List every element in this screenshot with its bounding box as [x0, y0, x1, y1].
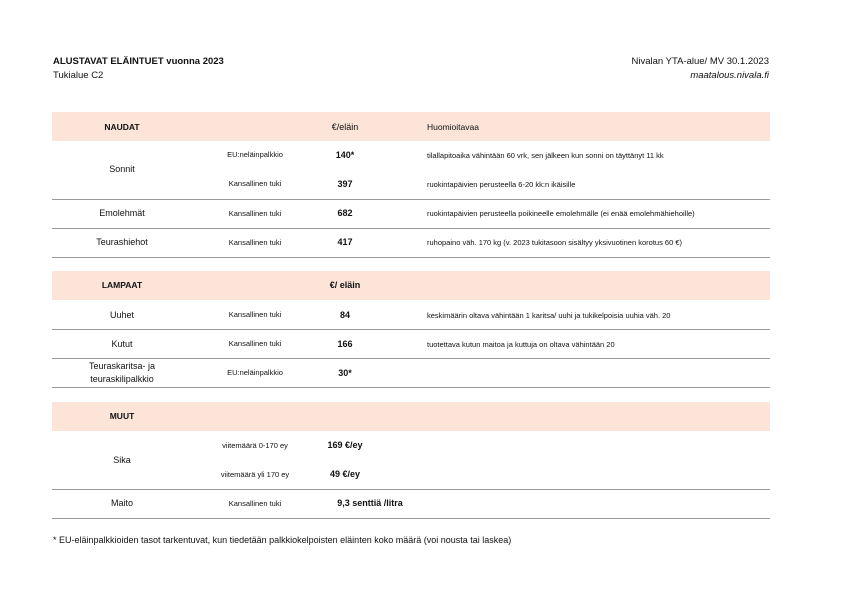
row-animal: Maito	[110, 498, 133, 508]
website-link[interactable]: maatalous.nivala.fi	[690, 70, 769, 81]
row-value: 166	[337, 339, 353, 349]
footnote: * EU-eläinpalkkioiden tasot tarkentuvat, kun tiedetään palkkiokelpoisten eläinten koko määrä (voi nousta tai laskea)	[53, 535, 512, 545]
row-value: 30*	[338, 368, 352, 378]
lampaat-value-header: €/ eläin	[329, 280, 361, 290]
row-support-type: Kansallinen tuki	[228, 238, 282, 247]
row-support-type: viitemäärä 0-170 ey	[222, 441, 288, 450]
row-animal: Uuhet	[109, 310, 135, 320]
document-title: ALUSTAVAT ELÄINTUET vuonna 2023	[53, 56, 224, 67]
document-subtitle: Tukialue C2	[53, 70, 104, 81]
row-support-type: Kansallinen tuki	[228, 339, 282, 348]
row-divider	[52, 329, 770, 330]
row-value: 682	[337, 208, 353, 218]
row-animal: Sonnit	[109, 164, 135, 174]
row-support-type: Kansallinen tuki	[228, 499, 282, 508]
row-note: ruhopaino väh. 170 kg (v. 2023 tukitasoon sisältyy yksivuotinen korotus 60 €)	[427, 238, 683, 247]
naudat-value-header: €/eläin	[331, 122, 359, 132]
row-animal: Kutut	[111, 339, 133, 349]
row-support-type: EU:neläinpalkkio	[227, 150, 283, 159]
row-divider	[52, 199, 770, 200]
row-value: 9,3 senttiä /litra	[337, 498, 403, 508]
row-divider	[52, 257, 770, 258]
row-animal-line2: teuraskilipalkkio	[90, 374, 154, 384]
row-support-type: EU:neläinpalkkio	[227, 368, 283, 377]
row-support-type: Kansallinen tuki	[228, 310, 282, 319]
row-support-type: Kansallinen tuki	[228, 179, 282, 188]
row-value: 397	[337, 179, 353, 189]
naudat-heading: NAUDAT	[104, 122, 140, 132]
row-divider	[52, 387, 770, 388]
row-animal: Teurashiehot	[96, 237, 148, 247]
row-animal: Emolehmät	[99, 208, 145, 218]
row-note: keskimäärin oltava vähintään 1 karitsa/ uuhi ja tukikelpoisia uuhia väh. 20	[427, 311, 671, 320]
row-support-type: viitemäärä yli 170 ey	[220, 470, 290, 479]
row-divider	[52, 489, 770, 490]
row-support-type: Kansallinen tuki	[228, 209, 282, 218]
lampaat-heading: LAMPAAT	[101, 280, 143, 290]
row-divider	[52, 518, 770, 519]
row-divider	[52, 358, 770, 359]
row-value: 169 €/ey	[327, 440, 363, 450]
row-value: 140*	[335, 150, 355, 160]
naudat-note-header: Huomioitavaa	[427, 122, 479, 132]
row-note: tuotettava kutun maitoa ja kuttuja on oltava vähintään 20	[427, 340, 615, 349]
row-value: 49 €/ey	[329, 469, 361, 479]
row-animal-line1: Teuraskaritsa- ja	[88, 361, 156, 371]
row-note: tilallapitoaika vähintään 60 vrk, sen jälkeen kun sonni on täyttänyt 11 kk	[427, 151, 664, 160]
row-value: 417	[337, 237, 353, 247]
organization-date: Nivalan YTA-alue/ MV 30.1.2023	[631, 56, 769, 67]
row-divider	[52, 228, 770, 229]
muut-heading: MUUT	[109, 411, 135, 421]
row-value: 84	[339, 310, 350, 320]
row-animal: Sika	[113, 455, 131, 465]
row-note: ruokintapäivien perusteella poikineelle emolehmälle (ei enää emolehmähiehoille)	[427, 209, 695, 218]
row-note: ruokintapäivien perusteella 6-20 kk:n ikäisille	[427, 180, 576, 189]
